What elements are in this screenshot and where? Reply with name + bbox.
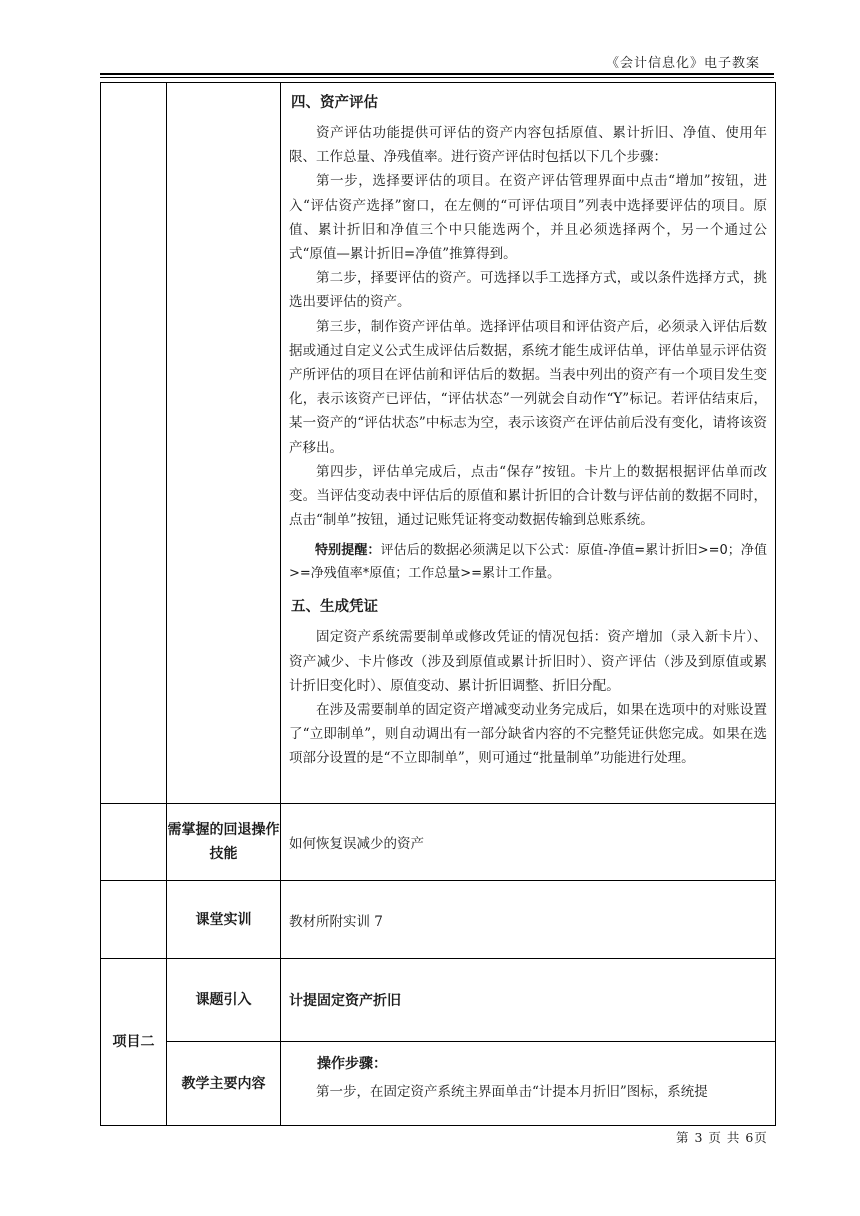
paragraph: 第三步，制作资产评估单。选择评估项目和评估资产后，必须录入评估后数据或通过自定义公式生成评估后数据，系统才能生成评估单，评估单显示评估资产所评估的项目在评估前和评估后的数据。当表中列出的资产有一个项目发生变化，表示该资产已评估，“评估状态”一列就会自动作“Y”标记。若评估结束后，某一资产的“评估状态”中标志为空，表示该资产在评估前后没有变化，请将该资产移出。	[289, 318, 767, 456]
rollback-skill-row	[101, 804, 776, 881]
content-row-asset-evaluation	[101, 83, 776, 804]
asset-evaluation-content	[281, 83, 776, 804]
class-practice-value: 教材所附实训 7	[281, 881, 776, 959]
main-content-cell	[281, 1042, 776, 1126]
header-rule-thin	[100, 77, 774, 78]
section-heading-generate-voucher: 五、生成凭证	[291, 599, 378, 616]
topic-intro-label: 课题引入	[167, 959, 281, 1042]
step-one-paragraph: 第一步，在固定资产系统主界面单击“计提本月折旧”图标，系统提	[316, 1084, 708, 1100]
special-reminder	[289, 540, 767, 585]
empty-project-cell	[101, 83, 167, 804]
empty-label-cell	[167, 83, 281, 804]
header-rule-thick	[100, 73, 774, 75]
empty-project-cell	[101, 804, 167, 881]
paragraph: 第四步，评估单完成后，点击“保存”按钮。卡片上的数据根据评估单而改变。当评估变动表中评估后的原值和累计折旧的合计数与评估前的数据不同时，点击“制单”按钮，通过记账凭证将变动数据传输到总账系统。	[289, 463, 767, 529]
paragraph: 资产评估功能提供可评估的资产内容包括原值、累计折旧、净值、使用年限、工作总量、净残值率。进行资产评估时包括以下几个步骤：	[289, 125, 767, 166]
main-content-label: 教学主要内容	[167, 1042, 281, 1126]
paragraph: 固定资产系统需要制单或修改凭证的情况包括：资产增加（录入新卡片）、资产减少、卡片修改（涉及到原值或累计折旧时）、资产评估（涉及到原值或累计折旧变化时）、原值变动、累计折旧调整、折旧分配。	[289, 629, 767, 694]
page-number: 第 3 页 共 6页	[676, 1130, 768, 1145]
class-practice-row	[101, 881, 776, 959]
special-reminder-label: 特别提醒：	[315, 543, 381, 559]
section-heading-asset-evaluation: 四、资产评估	[291, 95, 378, 111]
empty-project-cell	[101, 881, 167, 959]
class-practice-label: 课堂实训	[167, 881, 281, 959]
project-two-label: 项目二	[101, 959, 167, 1126]
lesson-plan-table	[100, 82, 776, 1126]
topic-intro-value: 计提固定资产折旧	[281, 959, 776, 1042]
paragraph: 第二步，择要评估的资产。可选择以手工选择方式，或以条件选择方式，挑选出要评估的资产。	[289, 270, 767, 311]
main-content-row	[101, 1042, 776, 1126]
topic-intro-row	[101, 959, 776, 1042]
operation-steps-title: 操作步骤：	[317, 1056, 387, 1072]
rollback-skill-label: 需掌握的回退操作技能	[167, 804, 281, 881]
document-header-title: 《会计信息化》电子教案	[605, 56, 760, 71]
paragraph: 在涉及需要制单的固定资产增减变动业务完成后，如果在选项中的对账设置了“立即制单”，则自动调出有一部分缺省内容的不完整凭证供您完成。如果在选项部分设置的是“不立即制单”，则可通过“批量制单”功能进行处理。	[289, 702, 767, 767]
rollback-skill-value: 如何恢复误减少的资产	[281, 804, 776, 881]
paragraph: 第一步，选择要评估的项目。在资产评估管理界面中点击“增加”按钮，进入“评估资产选择”窗口，在左侧的“可评估项目”列表中选择要评估的项目。原值、累计折旧和净值三个中只能选两个，并且必须选择两个，另一个通过公式“原值—累计折旧=净值”推算得到。	[289, 173, 767, 263]
special-reminder-text: 评估后的数据必须满足以下公式：原值-净值=累计折旧>=0；净值>=净残值率*原值；工作总量>=累计工作量。	[289, 543, 767, 581]
